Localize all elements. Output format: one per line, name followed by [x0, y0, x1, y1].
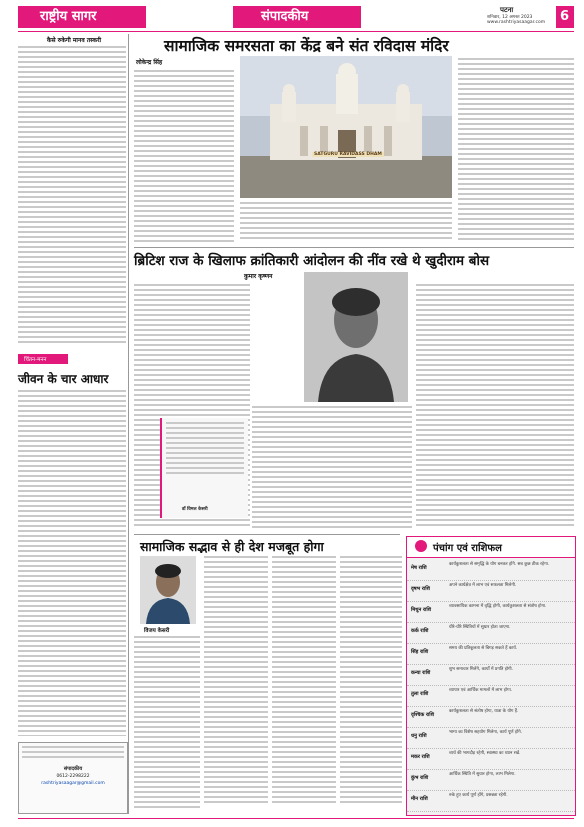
rashifal-sign-text: समय की प्रतिकूलता से बिगड़ सकते हैं कार्य. — [449, 646, 518, 651]
rashifal-sign-text: व्यावसायिक कामना में वृद्धि होगी, कार्यकुशलता से संतोष होगा. — [449, 604, 547, 609]
rashifal-sign-text: कार्यकुशलता से समृद्धि के योग बनकर होंगे. सब कुछ ठीक रहेगा. — [449, 562, 550, 567]
poem-box — [160, 418, 248, 518]
bottom-article-title: सामाजिक सद्भाव से ही देश मजबूत होगा — [140, 539, 324, 554]
rashifal-sign-name: वृश्चिक राशि — [411, 712, 434, 718]
temple-illustration — [240, 56, 452, 198]
middle-article-rule — [134, 534, 400, 535]
rashifal-sign-text: धीरे-धीरे स्थितियों में सुधार होता जाएगा. — [449, 625, 511, 630]
masthead — [0, 0, 584, 30]
left-column-rule — [128, 34, 129, 814]
rashifal-list — [407, 559, 575, 813]
rashifal-row — [407, 664, 575, 686]
main-article-photo — [240, 56, 452, 198]
rashifal-sign-text: व्यापार एवं आर्थिक मामलों में लाभ होगा. — [449, 688, 513, 693]
rashifal-sign-name: धनु राशि — [411, 733, 427, 739]
middle-article-portrait — [304, 272, 408, 402]
rashifal-sign-text: कार्यकुशलता से संतोष होगा, यात्रा के योग हैं. — [449, 709, 519, 714]
main-article-byline: लोकेन्द्र सिंह — [136, 59, 163, 66]
middle-article-col-2 — [252, 406, 412, 530]
photo-caption: SATGURU RAVIDASS DHAM — [314, 152, 382, 157]
rashifal-row — [407, 601, 575, 623]
bottom-article-col-1 — [134, 636, 200, 814]
rashifal-row — [407, 727, 575, 749]
left-box-title: जीवन के चार आधार — [18, 372, 109, 386]
rashifal-sign-name: तुला राशि — [411, 691, 429, 697]
rashifal-panel — [406, 536, 576, 816]
rashifal-row — [407, 580, 575, 602]
rashifal-sign-text: भाग्य का विशेष सहयोग मिलेगा, कार्य पूर्ण होंगे. — [449, 730, 523, 735]
rashifal-row — [407, 643, 575, 665]
rashifal-sign-name: मेष राशि — [411, 565, 427, 571]
middle-article-title: ब्रिटिश राज के खिलाफ क्रांतिकारी आंदोलन की नींव रखे थे खुदीराम बोस — [134, 253, 490, 269]
imprint-email[interactable]: rashtriyasaagar@gmail.com — [41, 781, 105, 786]
masthead-brand-box — [18, 6, 146, 28]
left-article-body — [18, 46, 126, 351]
rashifal-row — [407, 769, 575, 791]
rashifal-sign-name: मकर राशि — [411, 754, 430, 760]
poem-author: डॉ विमल केसरी — [182, 507, 208, 512]
rashifal-title: पंचांग एवं राशिफल — [433, 543, 502, 554]
middle-article-byline: कुमार कृष्णन — [244, 273, 273, 280]
main-article-title: सामाजिक समरसता का केंद्र बने संत रविदास मंदिर — [164, 37, 449, 55]
rashifal-row — [407, 622, 575, 644]
masthead-section-box — [233, 6, 361, 28]
bottom-article-col-2 — [204, 556, 268, 814]
rashifal-sign-text: रुके हुए कार्य पूर्ण होंगे, प्रसन्नता रहेगी. — [449, 793, 508, 798]
imprint-phone: 0612-2298222 — [56, 774, 90, 779]
rashifal-sign-text: व्यर्थ की भागदौड़ रहेगी, स्वास्थ्य का ध्यान रखें. — [449, 751, 521, 756]
masthead-section: संपादकीय — [261, 9, 309, 24]
main-article-col-3 — [458, 58, 574, 242]
masthead-date: शनिवार, 12 अगस्त 2023 — [487, 15, 533, 20]
left-article-title: कैसे रुकेगी मानव तस्करी — [46, 37, 102, 44]
rashifal-sign-name: कुंभ राशि — [411, 775, 429, 781]
rashifal-icon — [415, 540, 427, 552]
left-column — [18, 34, 126, 814]
rashifal-sign-name: कन्या राशि — [411, 670, 431, 676]
masthead-rule — [18, 31, 574, 32]
bottom-article-col-4 — [340, 556, 402, 814]
page-number-box — [556, 6, 574, 28]
masthead-city: पटना — [500, 6, 514, 14]
rashifal-sign-text: आर्थिक स्थिति में सुधार होगा, लाभ मिलेगा. — [449, 772, 516, 777]
rashifal-row — [407, 748, 575, 770]
rashifal-sign-name: मिथुन राशि — [411, 607, 432, 613]
rashifal-header — [407, 537, 575, 558]
bottom-article-author-photo — [140, 556, 196, 624]
rashifal-row — [407, 559, 575, 581]
imprint — [18, 742, 128, 814]
rashifal-sign-name: सिंह राशि — [411, 649, 429, 655]
left-box-label-bg — [18, 354, 68, 364]
rashifal-sign-text: अपने कार्यक्षेत्र में लाभ एवं सफलता मिलेगी. — [449, 583, 517, 588]
left-box-body — [18, 390, 126, 736]
bottom-article-byline: विजय केसरी — [144, 628, 170, 634]
page-number: 6 — [560, 9, 570, 24]
masthead-website: www.rashtriyasaagar.com — [487, 20, 546, 25]
portrait-illustration — [304, 272, 408, 402]
bottom-article-col-3 — [272, 556, 336, 814]
main-article-col-1 — [134, 70, 234, 244]
rashifal-row — [407, 706, 575, 728]
author-photo-illustration — [140, 556, 196, 624]
rashifal-sign-name: मीन राशि — [411, 796, 428, 802]
left-box-label: चिंतन-मनन — [24, 357, 47, 363]
rashifal-row — [407, 790, 575, 812]
masthead-brand: राष्ट्रीय सागर — [40, 9, 97, 24]
middle-article-col-3 — [416, 284, 574, 530]
main-article-rule — [134, 247, 574, 248]
footer-rule — [18, 818, 574, 819]
rashifal-sign-name: वृषभ राशि — [411, 586, 430, 592]
rashifal-row — [407, 685, 575, 707]
main-article-under-photo — [240, 202, 452, 244]
imprint-label: संपादकीय — [63, 766, 83, 772]
rashifal-sign-name: कर्क राशि — [411, 628, 429, 634]
rashifal-sign-text: शुभ समाचार मिलेंगे, कार्यों में प्रगति होगी. — [449, 667, 514, 672]
